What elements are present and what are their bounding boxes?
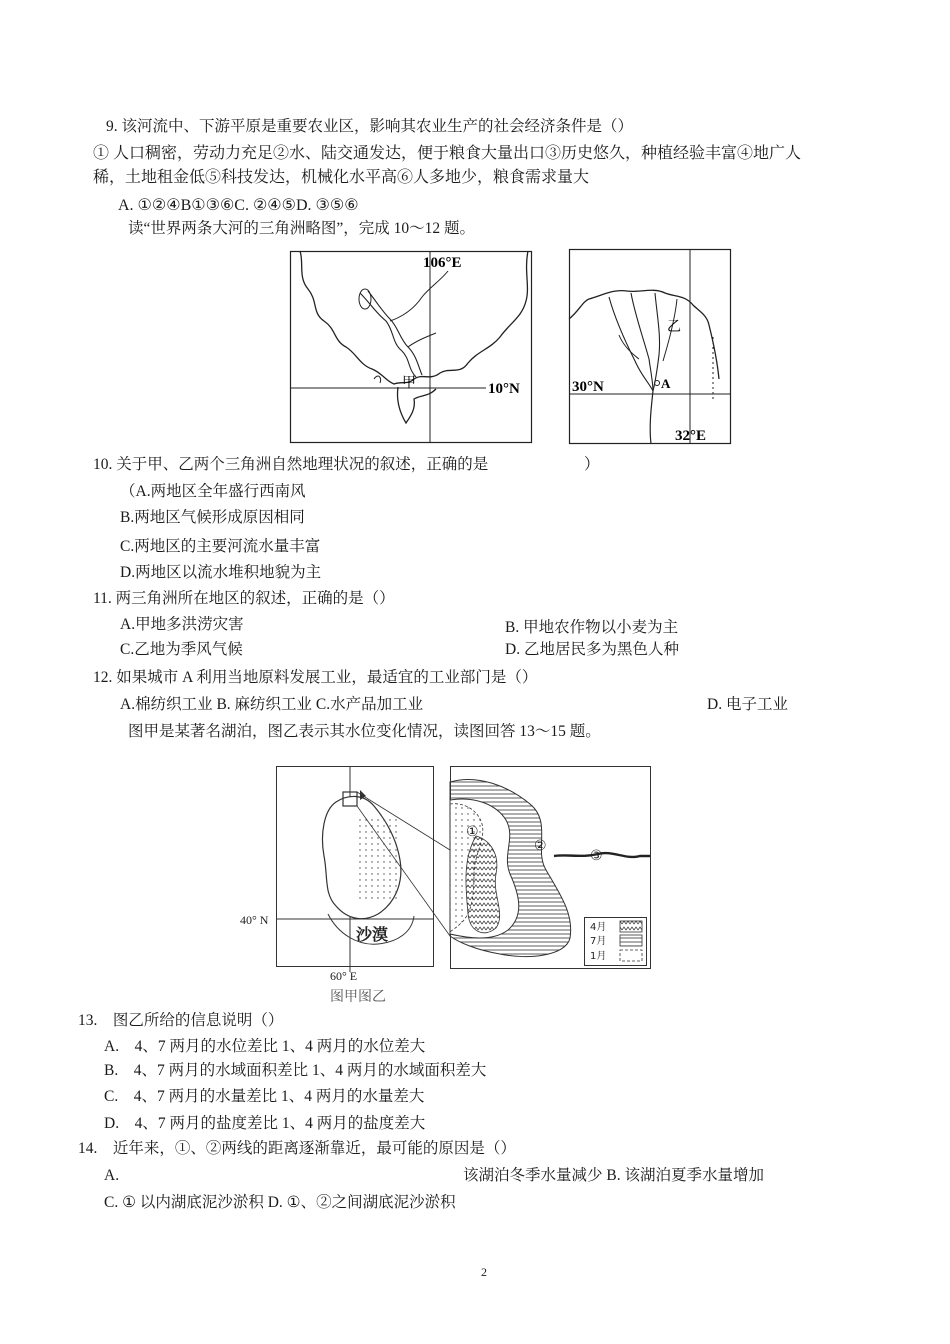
figure-caption: 图甲图乙: [330, 988, 386, 1004]
q13-option-b: B. 4、7 两月的水域面积差比 1、4 两月的水域面积差大: [104, 1062, 487, 1079]
label-jia: 甲: [402, 376, 416, 391]
q9-options-line1: ① 人口稠密，劳动力充足②水、陆交通发达，便于粮食大量出口③历史悠久，种植经验丰富④地广人: [93, 145, 802, 162]
legend-january: 1月: [590, 951, 607, 962]
q11-option-b: B. 甲地农作物以小麦为主: [505, 619, 679, 636]
label-10n: 10°N: [488, 381, 520, 397]
q14-options-ab: 该湖泊冬季水量减少 B. 该湖泊夏季水量增加: [463, 1167, 764, 1184]
q11-option-a: A.甲地多洪涝灾害: [120, 616, 244, 633]
map-delta-jia: [290, 251, 532, 443]
q13-option-c: C. 4、7 两月的水量差比 1、4 两月的水量差大: [104, 1088, 425, 1105]
q13-option-d: D. 4、7 两月的盐度差比 1、4 两月的盐度差大: [104, 1115, 426, 1132]
marker-3: ③: [590, 848, 603, 864]
label-40n: 40° N: [240, 913, 269, 927]
q9-stem: 9. 该河流中、下游平原是重要农业区，影响其农业生产的社会经济条件是（）: [106, 118, 634, 135]
label-30n: 30°N: [572, 379, 604, 395]
label-city-a: A: [661, 376, 671, 391]
label-60e: 60° E: [330, 969, 358, 983]
legend-july: 7月: [590, 936, 607, 947]
intro-q13-15: 图甲是某著名湖泊，图乙表示其水位变化情况，读图回答 13～15 题。: [128, 723, 601, 740]
q12-options-abc: A.棉纺织工业 B. 麻纺织工业 C.水产品加工业: [120, 696, 424, 713]
label-yi: 乙: [667, 320, 681, 335]
q14-option-a-label: A.: [104, 1167, 120, 1184]
q10-paren: ）: [584, 456, 600, 473]
q9-choices: A. ①②④B①③⑥C. ②④⑤D. ③⑤⑥: [118, 197, 359, 214]
q10-stem: 10. 关于甲、乙两个三角洲自然地理状况的叙述，正确的是: [93, 456, 489, 473]
map-delta-yi: [569, 249, 731, 444]
q11-option-d: D. 乙地居民多为黑色人种: [505, 641, 679, 658]
marker-1: ①: [466, 824, 479, 840]
q10-option-d: D.两地区以流水堆积地貌为主: [120, 564, 322, 581]
q13-stem: 13. 图乙所给的信息说明（）: [78, 1012, 284, 1029]
q11-stem: 11. 两三角洲所在地区的叙述，正确的是（）: [93, 590, 395, 607]
q12-stem: 12. 如果城市 A 利用当地原料发展工业，最适宜的工业部门是（）: [93, 669, 538, 686]
q14-stem: 14. 近年来，①、②两线的距离逐渐靠近，最可能的原因是（）: [78, 1140, 516, 1157]
label-32e: 32°E: [675, 428, 707, 444]
q10-option-a: （A.两地区全年盛行西南风: [120, 483, 306, 500]
label-106e: 106°E: [423, 255, 462, 271]
map-lake-figures: [238, 764, 654, 983]
q10-option-c: C.两地区的主要河流水量丰富: [120, 538, 321, 555]
q10-option-b: B.两地区气候形成原因相同: [120, 509, 305, 526]
page-number: 2: [481, 1265, 487, 1279]
label-desert: 沙漠: [356, 927, 389, 944]
marker-2: ②: [534, 838, 547, 854]
q9-options-line2: 稀，土地租金低⑤科技发达，机械化水平高⑥人多地少，粮食需求量大: [93, 169, 590, 186]
q13-option-a: A. 4、7 两月的水位差比 1、4 两月的水位差大: [104, 1038, 426, 1055]
legend-april: 4月: [590, 922, 607, 933]
q12-option-d: D. 电子工业: [707, 696, 788, 713]
q11-option-c: C.乙地为季风气候: [120, 641, 243, 658]
q14-options-cd: C. ① 以内湖底泥沙淤积 D. ①、②之间湖底泥沙淤积: [104, 1194, 456, 1211]
intro-q10-12: 读“世界两条大河的三角洲略图”，完成 10～12 题。: [128, 220, 476, 237]
